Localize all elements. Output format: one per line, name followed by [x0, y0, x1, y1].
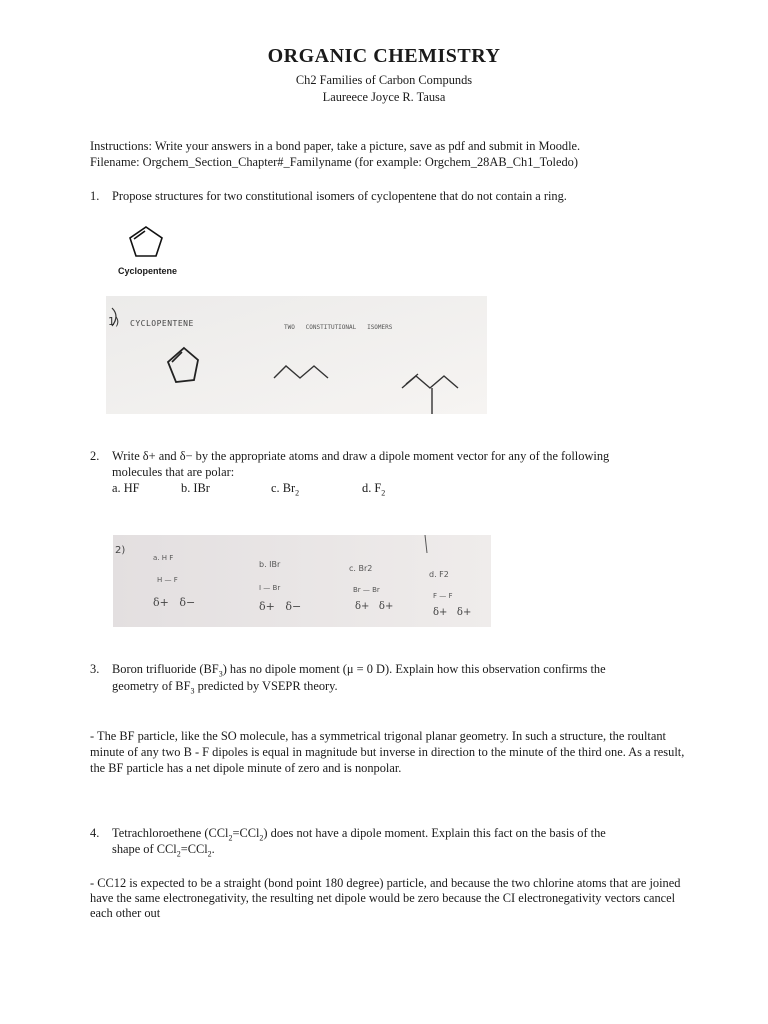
q1-photo-left-label: CYCLOPENTENE [130, 319, 194, 328]
q4-number: 4. [90, 826, 100, 840]
q2-option-b: b. IBr [181, 481, 210, 495]
q4-answer: - CC12 is expected to be a straight (bond point 180 degree) particle, and because the two chlorine atoms that are joined have the same electronegativity, the resulting net dipole would be zero because the CI electronegativity vectors cancel each other out [90, 876, 681, 920]
cyclopentene-structure [118, 222, 178, 264]
instructions-line-2: Filename: Orgchem_Section_Chapter#_Familyname (for example: Orgchem_28AB_Ch1_Toledo) [90, 155, 578, 169]
q3-line-2: geometry of $BF_3$ predicted by VSEPR theory. [112, 679, 338, 696]
q3-line-1: Boron trifluoride $(BF_3)$ has no dipole moment (μ = 0 D). Explain how this observation confirms the [112, 662, 606, 679]
q1-photo-right-label: TWO CONSTITUTIONAL ISOMERS [284, 324, 393, 331]
q1-number: 1. [90, 189, 100, 203]
q2-line-1: Write δ+ and δ− by the appropriate atoms and draw a dipole moment vector for any of the following [112, 449, 610, 463]
instructions-line-1: Instructions: Write your answers in a bond paper, take a picture, save as pdf and submit in Moodle. [90, 139, 581, 153]
q2-option-d: d. $F_2$ [362, 481, 386, 498]
q2-photo-c-head: c. Br2 [349, 564, 373, 573]
q2-photo-c-signs: δ+ δ+ [355, 601, 394, 612]
q2-photo-d-structure: F — F [433, 592, 453, 600]
q2-option-a: a. HF [112, 481, 140, 495]
q2-photo-d-head: d. F2 [429, 570, 449, 579]
q2-line-2: molecules that are polar: [112, 465, 235, 479]
document-title: ORGANIC CHEMISTRY [267, 45, 501, 67]
q2-photo-b-structure: I — Br [259, 584, 281, 592]
cyclopentene-label: Cyclopentene [118, 266, 178, 276]
q1-text: Propose structures for two constitutional isomers of cyclopentene that do not contain a ring. [112, 189, 567, 203]
q3-answer: - The BF particle, like the SO molecule, has a symmetrical trigonal planar geometry. In such a structure, the roultant minute of any two B - F dipoles is equal in magnitude but inverse in direction to the minute of the third one. As a result, the BF particle has a net dipole minute of zero and is nonpolar. [90, 729, 685, 775]
q2-photo-b-head: b. IBr [259, 560, 281, 569]
q2-photo-a-head: a. H F [153, 554, 174, 562]
q3-number: 3. [90, 662, 100, 676]
q4-line-1: Tetrachloroethene (CCl$_2$=CCl$_2$) does not have a dipole moment. Explain this fact on the basis of the [112, 826, 606, 843]
document-subtitle: Ch2 Families of Carbon Compunds [295, 73, 473, 87]
q2-option-c: c. $Br_2$ [271, 481, 300, 498]
q2-number: 2. [90, 449, 100, 463]
q2-answer-photo [113, 535, 491, 627]
q2-photo-number: 2) [115, 545, 126, 556]
q4-line-2: shape of CCl$_2$=CCl$_2$. [112, 842, 215, 859]
q2-photo-b-signs: δ+ δ− [259, 600, 302, 613]
q2-photo-a-structure: H — F [157, 576, 178, 584]
q1-photo-number: 1) [108, 315, 120, 328]
q1-answer-photo [106, 296, 487, 414]
q2-photo-c-structure: Br — Br [353, 586, 380, 594]
document-author: Laureece Joyce R. Tausa [322, 90, 446, 104]
q2-photo-a-signs: δ+ δ− [153, 596, 196, 609]
q2-photo-d-signs: δ+ δ+ [433, 607, 472, 618]
